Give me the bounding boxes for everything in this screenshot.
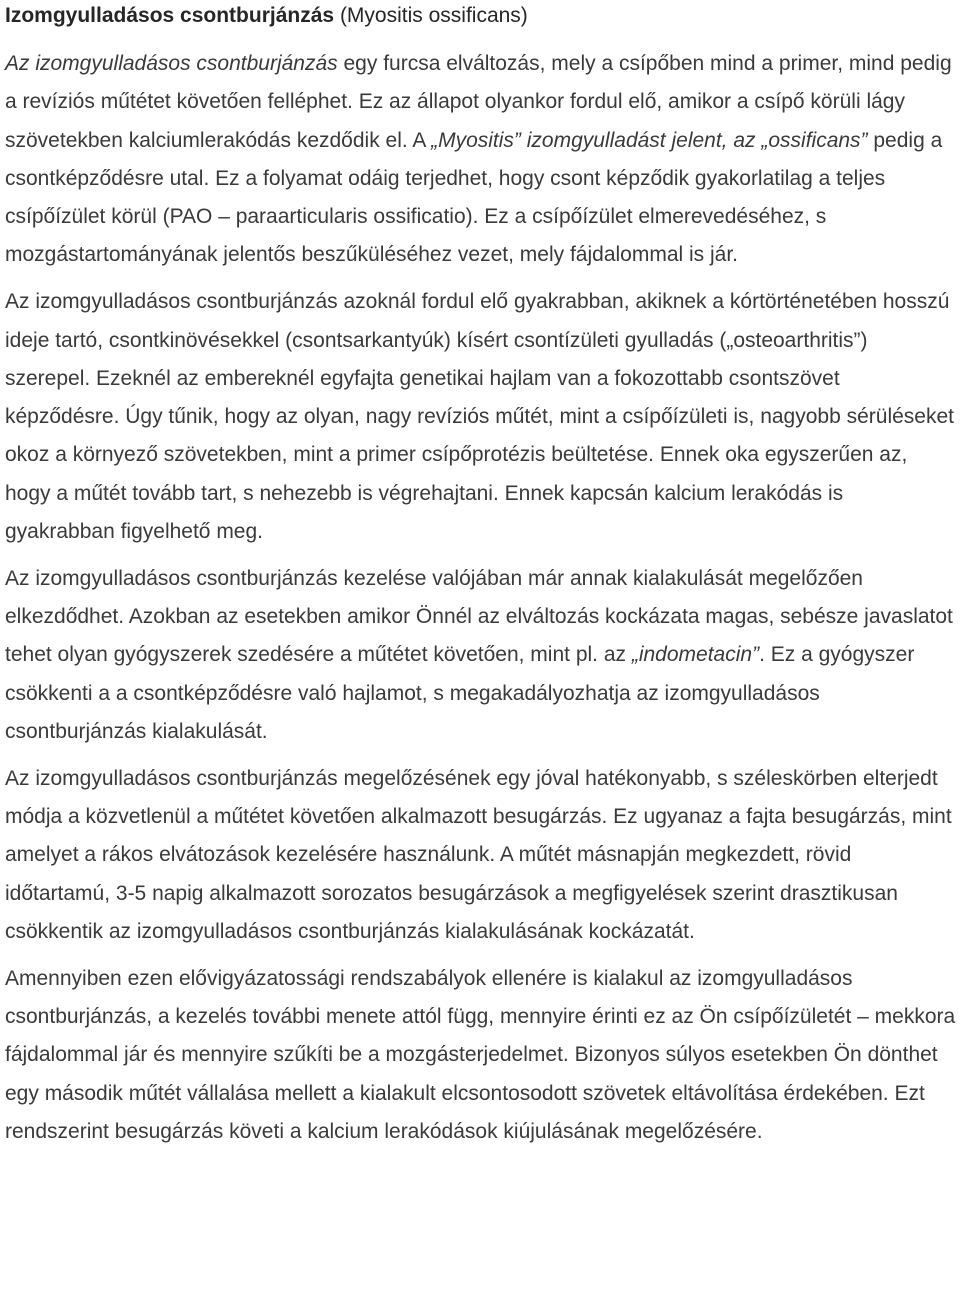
paragraph-3 xyxy=(5,560,957,751)
document-title xyxy=(5,0,957,31)
paragraph-1-segment-4: pedig a csontképződésre utal. Ez a folyamat odáig terjedhet, hogy csont képződik gyakorlatilag a teljes csípőízület körül (PAO – paraarticularis ossificatio). Ez a csípőízület elmerevedéséhez, s mozgástartományának jelentős beszűküléséhez vezet, mely fájdalommal is jár. xyxy=(5,128,943,267)
paragraph-3-segment-1: Az izomgyulladásos csontburjánzás kezelése valójában már annak kialakulását megelőzően elkezdődhet. Azokban az esetekben amikor Önnél az elváltozás kockázata magas, sebésze javaslatot tehet olyan gyógyszerek szedésére a műtétet követően, mint pl. az xyxy=(5,566,953,667)
paragraph-1-segment-3: „Myositis” izomgyulladást jelent, az „ossificans” xyxy=(431,128,868,152)
paragraph-1 xyxy=(5,45,957,275)
paragraph-2-segment-1: Az izomgyulladásos csontburjánzás azoknál fordul elő gyakrabban, akiknek a kórtörténetében hosszú ideje tartó, csontkinövésekkel (csontsarkantyúk) kísért csontízületi gyulladás („osteoarthritis”) szerepel. Ezeknél az embereknél egyfajta genetikai hajlam van a fokozottabb csontszövet képződésre. Úgy tűnik, hogy az olyan, nagy revíziós műtét, mint a csípőízületi is, nagyobb sérüléseket okoz a környező szövetekben, mint a primer csípőprotézis beültetése. Ennek oka egyszerűen az, hogy a műtét tovább tart, s nehezebb is végrehajtani. Ennek kapcsán kalcium lerakódás is gyakrabban figyelhető meg. xyxy=(5,290,954,544)
title-main: Izomgyulladásos csontburjánzás xyxy=(5,4,335,27)
paragraph-5 xyxy=(5,960,957,1151)
document-page xyxy=(5,0,957,1151)
paragraph-3-segment-2: „indometacin” xyxy=(631,643,760,667)
paragraph-4-segment-1: Az izomgyulladásos csontburjánzás megelőzésének egy jóval hatékonyabb, s széleskörben elterjedt módja a közvetlenül a műtétet követően alkalmazott besugárzás. Ez ugyanaz a fajta besugárzás, mint amelyet a rákos elvátozások kezelésére használunk. A műtét másnapján megkezdett, rövid időtartamú, 3-5 napig alkalmazott sorozatos besugárzások a megfigyelések szerint drasztikusan csökkentik az izomgyulladásos csontburjánzás kialakulásának kockázatát. xyxy=(5,766,952,944)
paragraph-4 xyxy=(5,760,957,951)
title-latin: (Myositis ossificans) xyxy=(339,4,528,27)
paragraph-1-segment-2: egy furcsa elváltozás, mely a csípőben mind a primer, mind pedig a revíziós műtétet követően felléphet. Ez az állapot olyankor fordul elő, amikor a csípő körüli lágy szövetekben kalciumlerakódás kezdődik el. A xyxy=(5,52,952,152)
paragraph-3-segment-3: . Ez a gyógyszer csökkenti a a csontképződésre való hajlamot, s megakadályozhatja az izomgyulladásos csontburjánzás kialakulását. xyxy=(5,643,915,744)
paragraph-1-segment-1: Az izomgyulladásos csontburjánzás xyxy=(5,52,338,75)
paragraph-5-segment-1: Amennyiben ezen elővigyázatossági rendszabályok ellenére is kialakul az izomgyulladásos csontburjánzás, a kezelés további menete attól függ, mennyire érinti ez az Ön csípőízületét – mekkora fájdalommal jár és mennyire szűkíti be a mozgásterjedelmet. Bizonyos súlyos esetekben Ön dönthet egy második műtét vállalása mellett a kialakult elcsontosodott szövetek eltávolítása érdekében. Ezt rendszerint besugárzás követi a kalcium lerakódások kiújulásának megelőzésére. xyxy=(5,966,956,1144)
paragraph-2 xyxy=(5,283,957,551)
